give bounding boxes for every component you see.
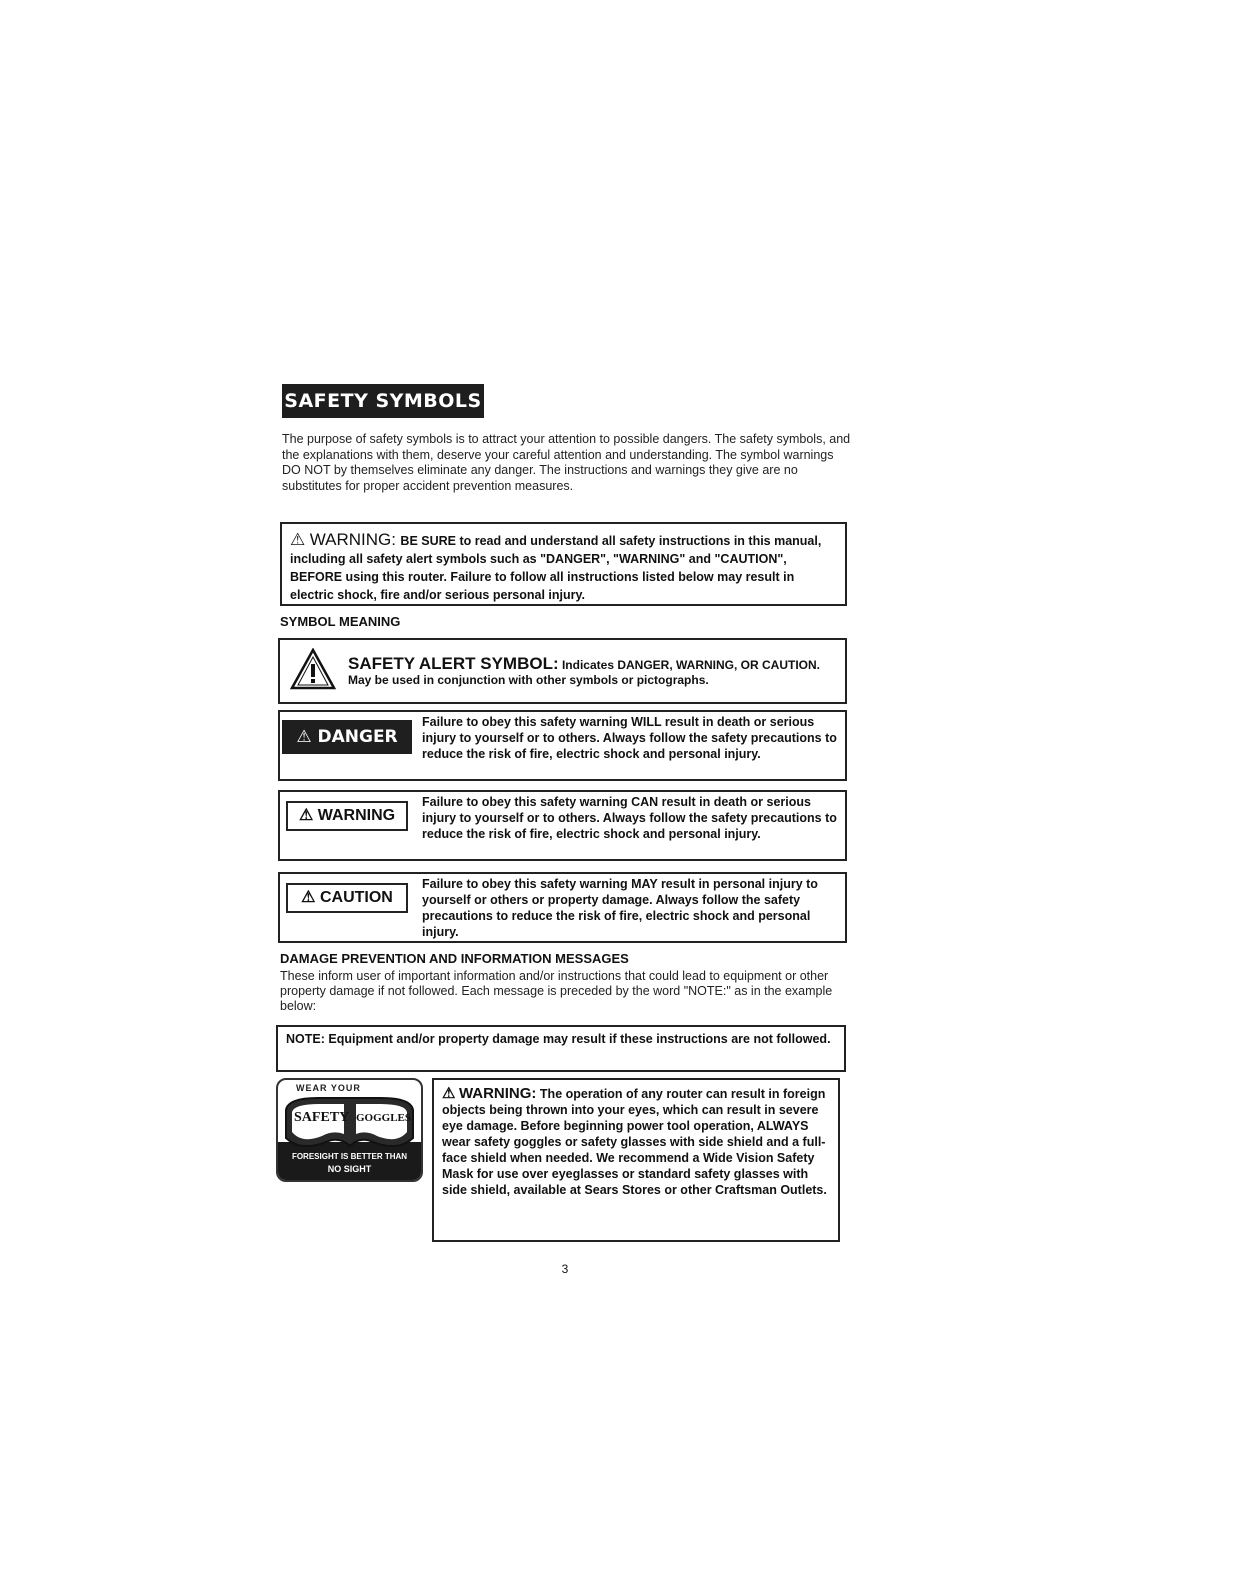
warning-label-text: WARNING [317, 807, 396, 824]
safety-alert-tag: SAFETY ALERT SYMBOL: [348, 654, 559, 673]
warning-box [278, 790, 847, 861]
main-warning-tag: WARNING: [309, 530, 396, 549]
caution-text: Failure to obey this safety warning MAY result in personal injury to yourself or others or property damage. Always follow the safety precautions to reduce the risk of fire, electric shock and personal injury. [422, 877, 818, 939]
warning-triangle-icon: ⚠ [298, 807, 314, 824]
safety-alert-box [278, 638, 847, 704]
caution-box [278, 872, 847, 943]
damage-prevention-heading: DAMAGE PREVENTION AND INFORMATION MESSAGES [280, 951, 629, 966]
goggles-badge-right: GOGGLES [356, 1112, 412, 1124]
symbol-meaning-heading: SYMBOL MEANING [280, 614, 401, 629]
goggle-warning-tag: WARNING: [458, 1085, 537, 1102]
warning-triangle-icon: ⚠ [290, 530, 306, 549]
main-warning-box [280, 522, 847, 606]
note-tag: NOTE: [286, 1032, 325, 1046]
safety-goggles-badge [276, 1078, 423, 1182]
danger-label-text: DANGER [317, 727, 398, 747]
safety-alert-text: Indicates DANGER, WARNING, OR CAUTION. May be used in conjunction with other symbols or pictographs. [348, 658, 820, 687]
danger-text: Failure to obey this safety warning WILL result in death or serious injury to yourself or to others. Always follow the safety precautions to reduce the risk of fire, electric shock and personal injury. [422, 715, 837, 761]
note-text: Equipment and/or property damage may result if these instructions are not followed. [328, 1032, 831, 1046]
safety-alert-description [348, 656, 843, 688]
note-box [276, 1025, 846, 1072]
damage-prevention-text: These inform user of important information and/or instructions that could lead to equipment or other property damage if not followed. Each message is preceded by the word "NOTE:" as in the example below: [280, 969, 833, 1013]
warning-label [286, 801, 408, 831]
danger-label [282, 720, 412, 754]
page-number: 3 [561, 1262, 569, 1276]
main-warning-text: BE SURE to read and understand all safety instructions in this manual, including all safety alert symbols such as "DANGER", "WARNING" and "CAUTION", BEFORE using this router. Failure to follow all instructions listed below may result in electric shock, fire and/or serious personal injury. [290, 534, 822, 602]
caution-label [286, 883, 408, 913]
goggles-badge-top: WEAR YOUR [296, 1083, 361, 1093]
warning-triangle-icon: ⚠ [301, 889, 316, 906]
goggles-badge-left: SAFETY [294, 1110, 350, 1125]
caution-label-text: CAUTION [319, 889, 393, 906]
safety-alert-triangle-icon [290, 648, 336, 690]
goggles-badge-bottom-2: NO SIGHT [327, 1164, 372, 1174]
goggles-badge-bottom-1: FORESIGHT IS BETTER THAN [291, 1152, 408, 1161]
goggle-warning-box [432, 1078, 840, 1242]
warning-text: Failure to obey this safety warning CAN result in death or serious injury to yourself or to others. Always follow the safety precautions to reduce the risk of fire, electric shock and personal injury. [422, 795, 837, 841]
section-heading: SAFETY SYMBOLS [282, 384, 484, 418]
warning-triangle-icon: ⚠ [296, 727, 312, 747]
warning-triangle-icon: ⚠ [442, 1085, 456, 1102]
goggle-warning-text: The operation of any router can result in foreign objects being thrown into your eyes, which can result in severe eye damage. Before beginning power tool operation, ALWAYS wear safety goggles or safety glasses with side shield and a full-face shield when needed. We recommend a Wide Vision Safety Mask for use over eyeglasses or standard safety glasses with side shield, available at Sears Stores or other Craftsman Outlets. [442, 1087, 827, 1197]
intro-paragraph: The purpose of safety symbols is to attract your attention to possible dangers. The safety symbols, and the explanations with them, deserve your careful attention and understanding. The symbol warnings DO NOT by themselves eliminate any danger. The instructions and warnings they give are no substitutes for proper accident prevention measures. [282, 432, 851, 493]
danger-box [278, 710, 847, 781]
